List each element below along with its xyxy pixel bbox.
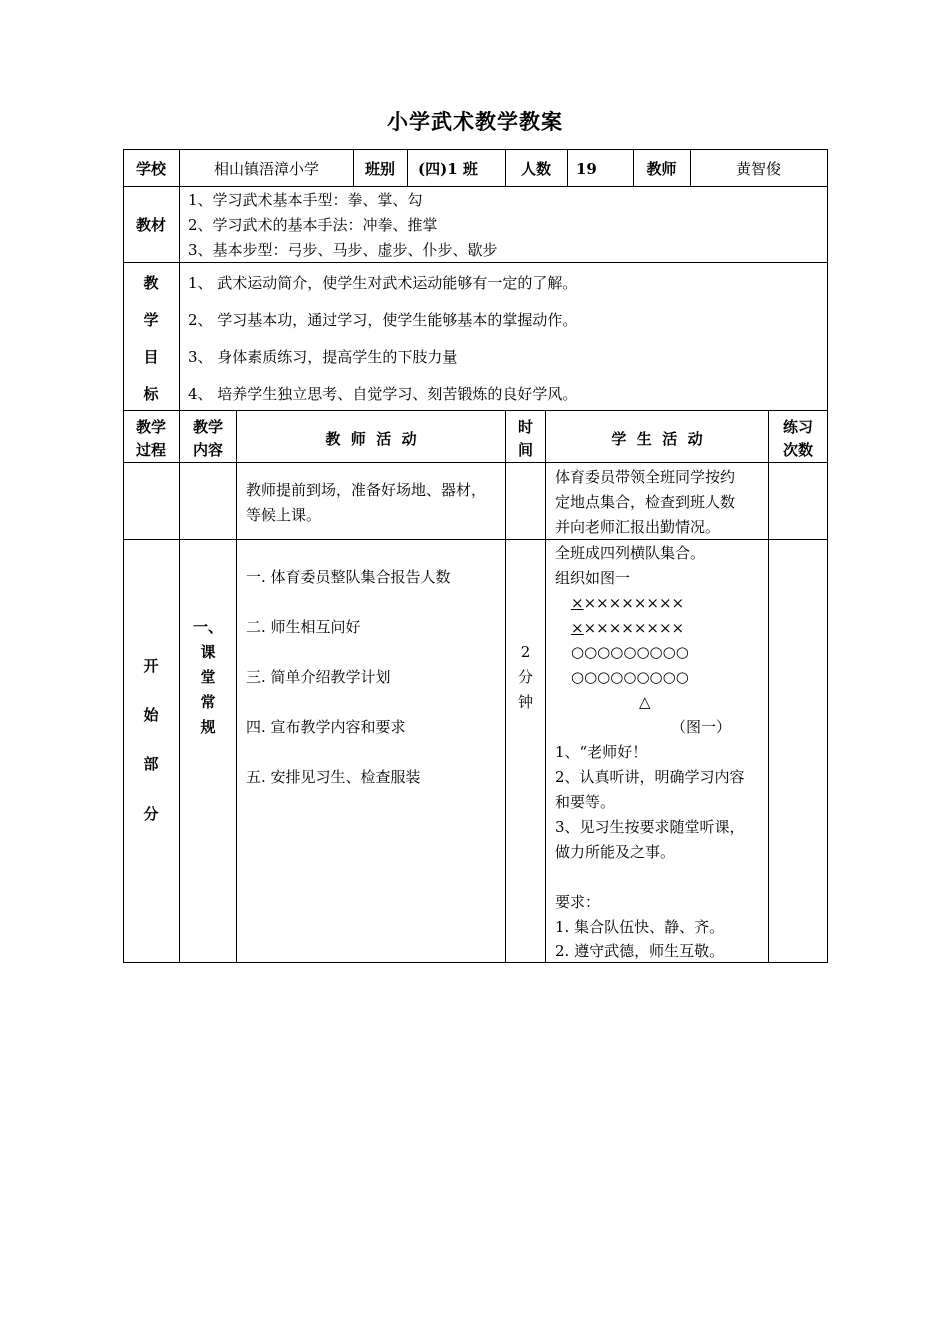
page-title: 小学武术教学教案 [387, 109, 563, 134]
start-content-char: 堂 [200, 668, 216, 686]
school-label: 学校 [135, 160, 166, 178]
formation-row: ××××××××× [571, 594, 685, 612]
header-time: 时 [517, 418, 533, 436]
class-value: (四)1 班 [418, 160, 478, 178]
formation-row: ○○○○○○○○○ [571, 643, 689, 661]
row-divider [123, 539, 828, 540]
col-divider [407, 149, 408, 186]
start-teacher-item: 三. 简单介绍教学计划 [246, 668, 391, 686]
count-value: 19 [576, 160, 597, 178]
start-time-char: 2 [520, 643, 531, 661]
goals-label-char: 教 [143, 274, 159, 292]
prep-student-line: 并向老师汇报出勤情况。 [555, 518, 721, 536]
start-student-line: 3、见习生按要求随堂听课， [555, 818, 745, 836]
table-border-bottom [123, 962, 828, 963]
prep-student-line: 体育委员带领全班同学按约 [555, 468, 736, 486]
count-label: 人数 [520, 160, 551, 178]
start-time-char: 分 [517, 668, 533, 686]
start-content-char: 课 [200, 643, 216, 661]
start-student-line: 2、认真听讲，明确学习内容 [555, 768, 745, 786]
start-process-char: 部 [143, 755, 159, 773]
header-process: 过程 [135, 441, 166, 459]
school-value: 相山镇浯漳小学 [213, 160, 319, 178]
materials-item: 2、学习武术的基本手法：冲拳、推掌 [188, 216, 438, 234]
col-divider [567, 149, 568, 186]
goals-label-char: 学 [143, 311, 159, 329]
header-time: 间 [517, 441, 533, 459]
start-content-char: 常 [200, 693, 216, 711]
start-process-char: 始 [143, 706, 159, 724]
materials-label: 教材 [135, 216, 166, 234]
row-divider [123, 186, 828, 187]
start-teacher-item: 四. 宣布教学内容和要求 [246, 718, 406, 736]
col-divider [236, 410, 237, 963]
start-student-line: 全班成四列横队集合。 [555, 544, 706, 562]
goals-label-char: 标 [143, 385, 159, 403]
header-student-activity: 学 生 活 动 [611, 430, 703, 448]
header-practice: 练习 [782, 418, 813, 436]
formation-caption: （图一） [671, 718, 732, 736]
materials-item: 1、学习武术基本手型：拳、掌、勾 [188, 191, 423, 209]
header-practice: 次数 [782, 441, 813, 459]
row-divider [123, 410, 828, 411]
start-teacher-item: 一. 体育委员整队集合报告人数 [246, 568, 451, 586]
prep-teacher-line: 等候上课。 [246, 506, 322, 524]
header-content: 教学 [192, 418, 223, 436]
formation-row: ○○○○○○○○○ [571, 668, 689, 686]
table-border-right [827, 149, 828, 963]
formation-teacher-mark: △ [639, 693, 651, 711]
formation-row: ××××××××× [571, 619, 685, 637]
start-student-line: 1. 集合队伍快、静、齐。 [555, 918, 725, 936]
goal-item: 1、 武术运动简介，使学生对武术运动能够有一定的了解。 [188, 274, 578, 292]
start-student-line: 组织如图一 [555, 569, 631, 587]
goal-item: 3、 身体素质练习，提高学生的下肢力量 [188, 348, 458, 366]
start-student-line: 1、“老师好！ [555, 743, 648, 761]
start-process-char: 分 [143, 805, 159, 823]
col-divider [179, 410, 180, 963]
formation-row-students: ×××××××× [583, 619, 685, 637]
start-process-char: 开 [143, 657, 159, 675]
col-divider [179, 149, 180, 411]
class-label: 班别 [364, 160, 395, 178]
start-student-line: 和要等。 [555, 793, 616, 811]
header-content: 内容 [192, 441, 223, 459]
teacher-label: 教师 [646, 160, 677, 178]
start-time-char: 钟 [517, 693, 533, 711]
start-teacher-item: 五. 安排见习生、检查服装 [246, 768, 421, 786]
col-divider [545, 410, 546, 963]
row-divider [123, 462, 828, 463]
teacher-value: 黄智俊 [735, 160, 781, 178]
header-teacher-activity: 教 师 活 动 [325, 430, 417, 448]
row-divider [123, 262, 828, 263]
goal-item: 4、 培养学生独立思考、自觉学习、刻苦锻炼的良好学风。 [188, 385, 578, 403]
prep-teacher-line: 教师提前到场，准备好场地、器材， [246, 481, 487, 499]
goal-item: 2、 学习基本功，通过学习，使学生能够基本的掌握动作。 [188, 311, 578, 329]
start-teacher-item: 二. 师生相互问好 [246, 618, 361, 636]
goals-label-char: 目 [143, 348, 159, 366]
start-student-line: 做力所能及之事。 [555, 843, 676, 861]
materials-item: 3、基本步型：弓步、马步、虚步、仆步、歇步 [188, 241, 498, 259]
header-process: 教学 [135, 418, 166, 436]
prep-student-line: 定地点集合，检查到班人数 [555, 493, 736, 511]
start-content-char: 规 [200, 718, 216, 736]
start-student-line: 要求： [555, 893, 601, 911]
formation-row-students: ×××××××× [583, 594, 685, 612]
col-divider [768, 410, 769, 963]
table-border-top [123, 149, 828, 150]
start-student-line: 2. 遵守武德，师生互敬。 [555, 942, 725, 960]
start-content-char: 一、 [192, 618, 223, 636]
col-divider [505, 410, 506, 963]
table-border-left [123, 149, 124, 963]
